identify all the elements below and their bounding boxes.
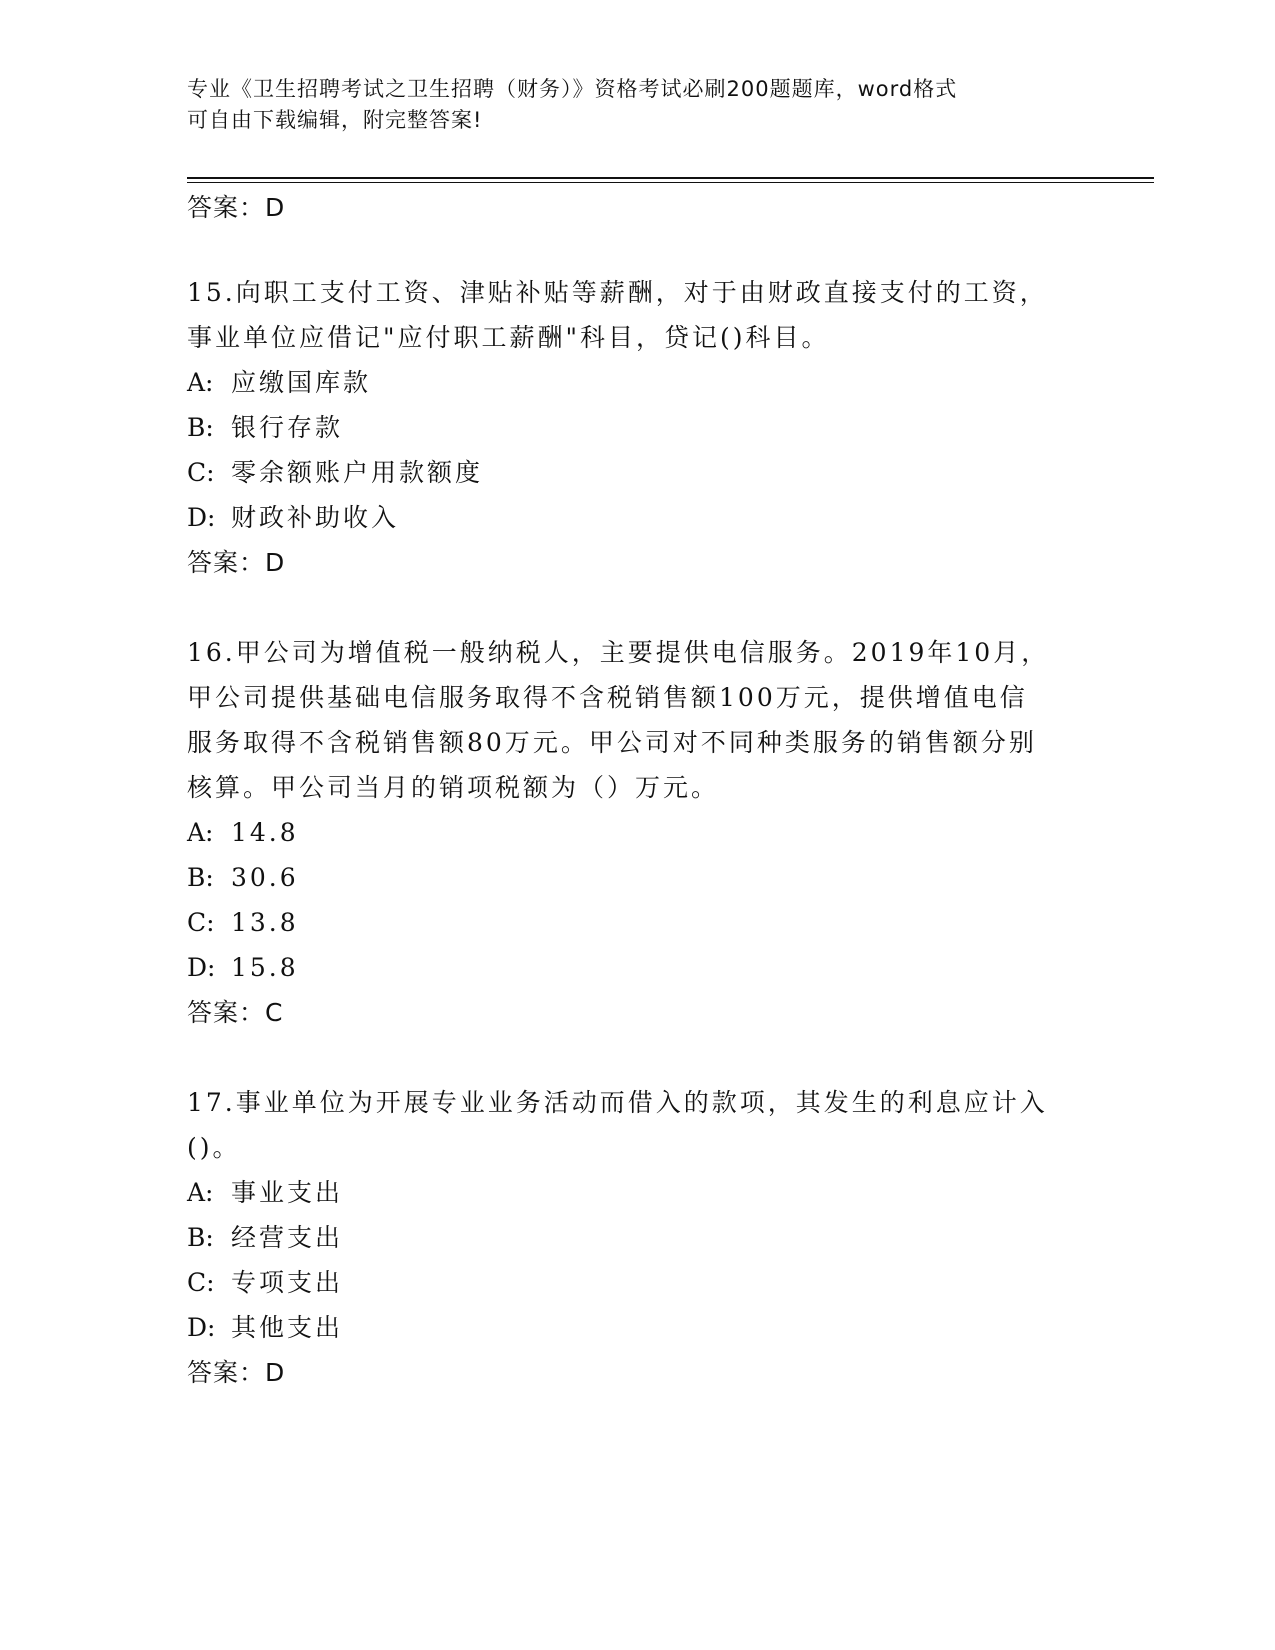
option-text: 13.8 [231, 908, 299, 937]
option-letter: A: [187, 368, 214, 397]
option-text: 应缴国库款 [231, 368, 372, 397]
option-letter: D: [187, 503, 216, 532]
page-header [187, 74, 1087, 136]
answer-label: 答案：D [187, 1358, 286, 1387]
option-letter: B: [187, 413, 214, 442]
option-c [187, 900, 1077, 945]
option-list [187, 810, 1077, 990]
question-stem-line: ()。 [187, 1133, 241, 1162]
option-letter: C: [187, 908, 215, 937]
question-stem-line: 16.甲公司为增值税一般纳税人，主要提供电信服务。2019年10月， [187, 638, 1050, 667]
option-d [187, 1305, 1077, 1350]
option-letter: C: [187, 1268, 215, 1297]
option-a [187, 810, 1077, 855]
option-letter: C: [187, 458, 215, 487]
option-d [187, 945, 1077, 990]
question-stem [187, 630, 1077, 810]
option-text: 专项支出 [231, 1268, 344, 1297]
question-15 [187, 270, 1077, 585]
option-letter: D: [187, 1313, 216, 1342]
option-b [187, 1215, 1077, 1260]
question-stem-line: 15.向职工支付工资、津贴补贴等薪酬，对于由财政直接支付的工资， [187, 278, 1048, 307]
answer-label: 答案：D [187, 548, 286, 577]
question-17 [187, 1080, 1077, 1395]
option-text: 经营支出 [231, 1223, 344, 1252]
option-c [187, 450, 1077, 495]
option-a [187, 360, 1077, 405]
option-text: 零余额账户用款额度 [231, 458, 484, 487]
option-d [187, 495, 1077, 540]
header-divider-thin [187, 182, 1154, 183]
option-letter: A: [187, 1178, 214, 1207]
option-text: 其他支出 [231, 1313, 344, 1342]
header-title-line-1: 专业《卫生招聘考试之卫生招聘（财务）》资格考试必刷200题题库，word格式 [187, 77, 958, 101]
header-title-line-2: 可自由下载编辑，附完整答案! [187, 108, 483, 132]
option-text: 财政补助收入 [231, 503, 400, 532]
question-stem-line: 17.事业单位为开展专业业务活动而借入的款项，其发生的利息应计入 [187, 1088, 1048, 1117]
option-b [187, 855, 1077, 900]
option-letter: D: [187, 953, 216, 982]
option-letter: B: [187, 1223, 214, 1252]
previous-answer: 答案：D [187, 193, 286, 222]
option-letter: B: [187, 863, 214, 892]
header-divider-thick [187, 177, 1154, 179]
option-list [187, 360, 1077, 540]
option-c [187, 1260, 1077, 1305]
question-16 [187, 630, 1077, 1035]
option-list [187, 1170, 1077, 1350]
answer-label: 答案：C [187, 998, 284, 1027]
option-a [187, 1170, 1077, 1215]
question-stem-line: 甲公司提供基础电信服务取得不含税销售额100万元，提供增值电信 [187, 683, 1028, 712]
option-text: 15.8 [231, 953, 299, 982]
question-stem [187, 270, 1077, 360]
question-stem-line: 核算。甲公司当月的销项税额为（）万元。 [187, 773, 720, 802]
option-text: 14.8 [231, 818, 299, 847]
option-text: 银行存款 [231, 413, 344, 442]
option-b [187, 405, 1077, 450]
question-stem-line: 服务取得不含税销售额80万元。甲公司对不同种类服务的销售额分别 [187, 728, 1037, 757]
option-text: 30.6 [231, 863, 299, 892]
option-letter: A: [187, 818, 214, 847]
question-stem-line: 事业单位应借记"应付职工薪酬"科目，贷记()科目。 [187, 323, 830, 352]
question-stem [187, 1080, 1077, 1170]
option-text: 事业支出 [231, 1178, 344, 1207]
